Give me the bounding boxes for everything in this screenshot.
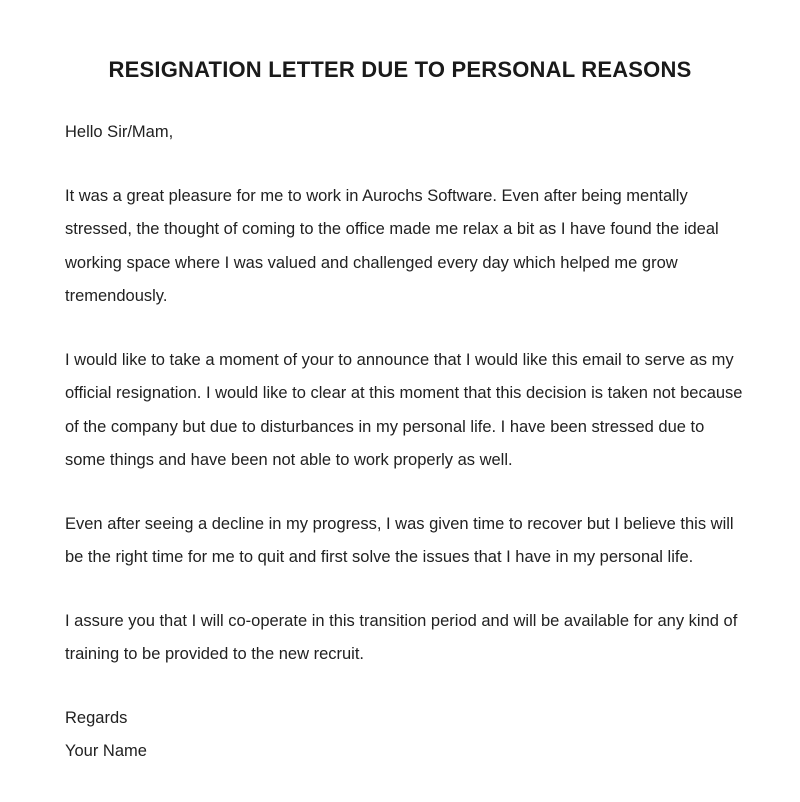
salutation: Hello Sir/Mam, bbox=[65, 123, 174, 141]
signature-name: Your Name bbox=[65, 742, 147, 760]
paragraph-2: I would like to take a moment of your to announce that I would like this email to serve as my official resignation. I would like to clear at this moment that this decision is taken not because of the company but due to disturbances in my personal life. I have been stressed due to some things and have been not able to work properly as well. bbox=[65, 350, 743, 469]
closing: Regards bbox=[65, 708, 128, 727]
paragraph-3: Even after seeing a decline in my progress, I was given time to recover but I believe this will be the right time for me to quit and first solve the issues that I have in my personal life. bbox=[65, 514, 734, 566]
paragraph-4: I assure you that I will co-operate in this transition period and will be available for any kind of training to be provided to the new recruit. bbox=[65, 611, 738, 663]
letter-title: RESIGNATION LETTER DUE TO PERSONAL REASONS bbox=[108, 57, 692, 82]
letter-body bbox=[65, 116, 745, 769]
paragraph-1: It was a great pleasure for me to work in Aurochs Software. Even after being mentally stressed, the thought of coming to the office made me relax a bit as I have found the ideal working space where I was valued and challenged every day which helped me grow tremendously. bbox=[65, 186, 719, 305]
